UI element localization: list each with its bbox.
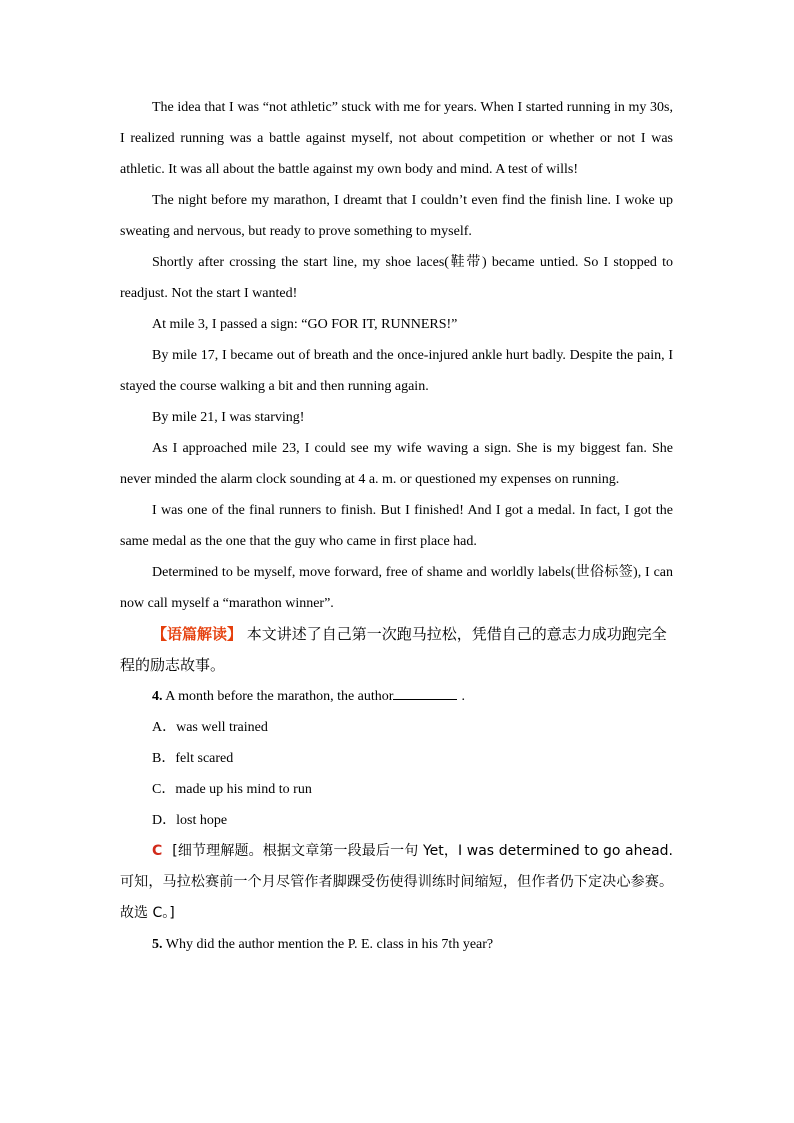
- paragraph-8: I was one of the final runners to finish. But I finished! And I got a medal. In fact, I got the same medal as the one that the guy who came in first place had.: [120, 503, 673, 549]
- document-page: [120, 92, 673, 960]
- paragraph-3: Shortly after crossing the start line, my shoe laces(鞋带) became untied. So I stopped to readjust. Not the start I wanted!: [120, 255, 673, 301]
- answer-letter: C: [152, 843, 163, 859]
- option-a: A．was well trained: [152, 720, 268, 735]
- analysis-text: 本文讲述了自己第一次跑马拉松，凭借自己的意志力成功跑完全程的励志故事。: [120, 625, 667, 674]
- explanation-text: [细节理解题。根据文章第一段最后一句 Yet，I was determined to go ahead. 可知，马拉松赛前一个月尽管作者脚踝受伤使得训练时间缩短，但作者仍下定决心参赛。故选 C。]: [120, 843, 673, 921]
- paragraph-6: By mile 21, I was starving!: [152, 410, 305, 425]
- question-4: [120, 681, 673, 712]
- paragraph-9: Determined to be myself, move forward, free of shame and worldly labels(世俗标签), I can now call myself a “marathon winner”.: [120, 565, 673, 611]
- question-4-explanation: [120, 836, 673, 929]
- question-5-stem: Why did the author mention the P. E. class in his 7th year?: [165, 937, 494, 952]
- question-4-number: 4.: [152, 689, 163, 704]
- option-c: C．made up his mind to run: [152, 782, 312, 797]
- passage-analysis: [120, 619, 673, 681]
- analysis-label: 【语篇解读】: [152, 625, 243, 643]
- question-4-stem: A month before the marathon, the author: [165, 689, 394, 704]
- question-4-stem-end: .: [461, 689, 465, 704]
- paragraph-4: At mile 3, I passed a sign: “GO FOR IT, RUNNERS!”: [152, 317, 458, 332]
- answer-blank: [393, 685, 457, 700]
- paragraph-2: The night before my marathon, I dreamt that I couldn’t even find the finish line. I woke up sweating and nervous, but ready to prove something to myself.: [120, 193, 673, 239]
- question-5-number: 5.: [152, 937, 163, 952]
- paragraph-1: The idea that I was “not athletic” stuck with me for years. When I started running in my 30s, I realized running was a battle against myself, not about competition or whether or not I was athletic. It was all about the battle against my own body and mind. A test of wills!: [120, 100, 673, 177]
- question-5: [120, 929, 673, 960]
- paragraph-5: By mile 17, I became out of breath and the once-injured ankle hurt badly. Despite the pain, I stayed the course walking a bit and then running again.: [120, 348, 673, 394]
- option-b: B．felt scared: [152, 751, 234, 766]
- paragraph-7: As I approached mile 23, I could see my wife waving a sign. She is my biggest fan. She never minded the alarm clock sounding at 4 a. m. or questioned my expenses on running.: [120, 441, 673, 487]
- option-d: D．lost hope: [152, 813, 228, 828]
